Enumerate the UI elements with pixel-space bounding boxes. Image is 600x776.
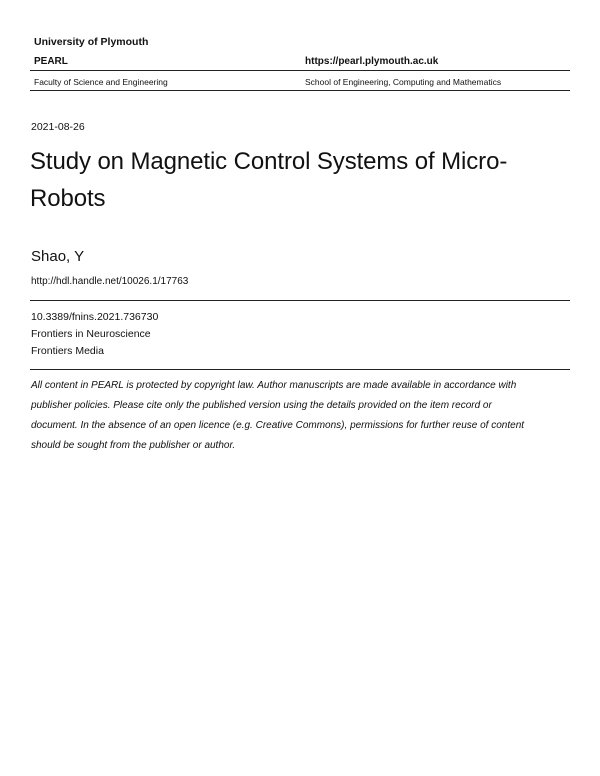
record-divider [30,300,570,301]
publisher-name: Frontiers Media [31,345,104,357]
notice-line: publisher policies. Please cite only the published version using the details provided on the item record or [31,400,492,411]
author-name: Shao, Y [31,248,85,265]
handle-url-link[interactable]: http://hdl.handle.net/10026.1/17763 [31,276,189,287]
copyright-notice [31,376,571,456]
doi: 10.3389/fnins.2021.736730 [31,311,159,323]
document-title: Study on Magnetic Control Systems of Micro-Robots [30,148,508,212]
repository-url-link[interactable]: https://pearl.plymouth.ac.uk [305,56,439,67]
notice-line: All content in PEARL is protected by copyright law. Author manuscripts are made available in accordance with [31,380,517,391]
publication-date: 2021-08-26 [31,121,85,133]
journal-name: Frontiers in Neuroscience [31,328,151,340]
header-bottom-divider [30,90,570,91]
repository-name: PEARL [34,56,68,67]
notice-line: should be sought from the publisher or author. [31,440,236,451]
header-divider [30,70,570,71]
notice-divider [30,369,570,370]
faculty-name: Faculty of Science and Engineering [34,77,168,87]
notice-line: document. In the absence of an open licence (e.g. Creative Commons), permissions for further reuse of content [31,420,525,431]
school-name: School of Engineering, Computing and Mathematics [305,77,502,87]
university-name: University of Plymouth [34,36,149,48]
